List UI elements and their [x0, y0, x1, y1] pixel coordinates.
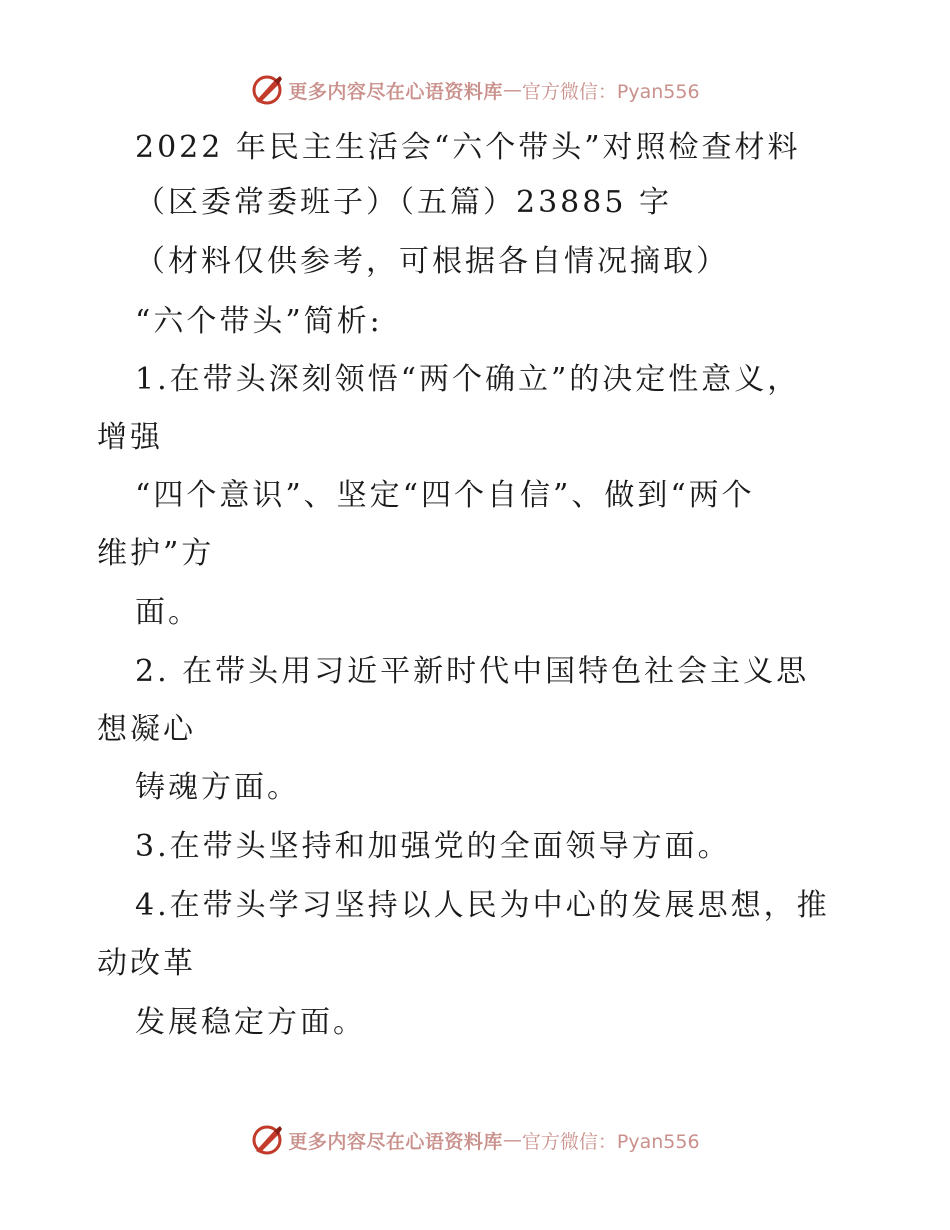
item-1-line-3: “四个意识”、坚定“四个自信”、做到“两个 [135, 478, 755, 513]
item-1-line-2: 增强 [97, 420, 163, 455]
footer-watermark-banner [0, 1122, 950, 1158]
item-2-line-3: 铸魂方面。 [135, 770, 300, 805]
pen-logo-icon [250, 73, 284, 107]
item-2-line-1: 2. 在带头用习近平新时代中国特色社会主义思 [135, 654, 810, 689]
note-line: （材料仅供参考，可根据各自情况摘取） [135, 244, 729, 279]
header-watermark-banner [0, 72, 950, 108]
pen-logo-icon [250, 1123, 284, 1157]
footer-wechat-text: 官方微信：Pyan556 [521, 1130, 700, 1153]
footer-separator: — [502, 1129, 522, 1151]
title-line-2: （区委常委班子）（五篇）23885 字 [135, 185, 672, 220]
item-2-line-2: 想凝心 [97, 712, 196, 747]
item-4-line-1: 4.在带头学习坚持以人民为中心的发展思想，推 [135, 888, 830, 923]
footer-site-text: 更多内容尽在心语资料库 [288, 1130, 503, 1153]
header-site-text: 更多内容尽在心语资料库 [288, 80, 503, 103]
title-line-1: 2022 年民主生活会“六个带头”对照检查材料 [135, 130, 801, 165]
analysis-heading: “六个带头”简析: [135, 304, 383, 339]
item-1-line-5: 面。 [135, 595, 201, 630]
item-1-line-1: 1.在带头深刻领悟“两个确立”的决定性意义， [135, 362, 801, 397]
item-1-line-4: 维护”方 [97, 536, 215, 571]
header-wechat-text: 官方微信：Pyan556 [521, 80, 700, 103]
item-4-line-3: 发展稳定方面。 [135, 1005, 366, 1040]
item-4-line-2: 动改革 [97, 946, 196, 981]
header-separator: — [502, 79, 522, 101]
item-3-line-1: 3.在带头坚持和加强党的全面领导方面。 [135, 829, 731, 864]
